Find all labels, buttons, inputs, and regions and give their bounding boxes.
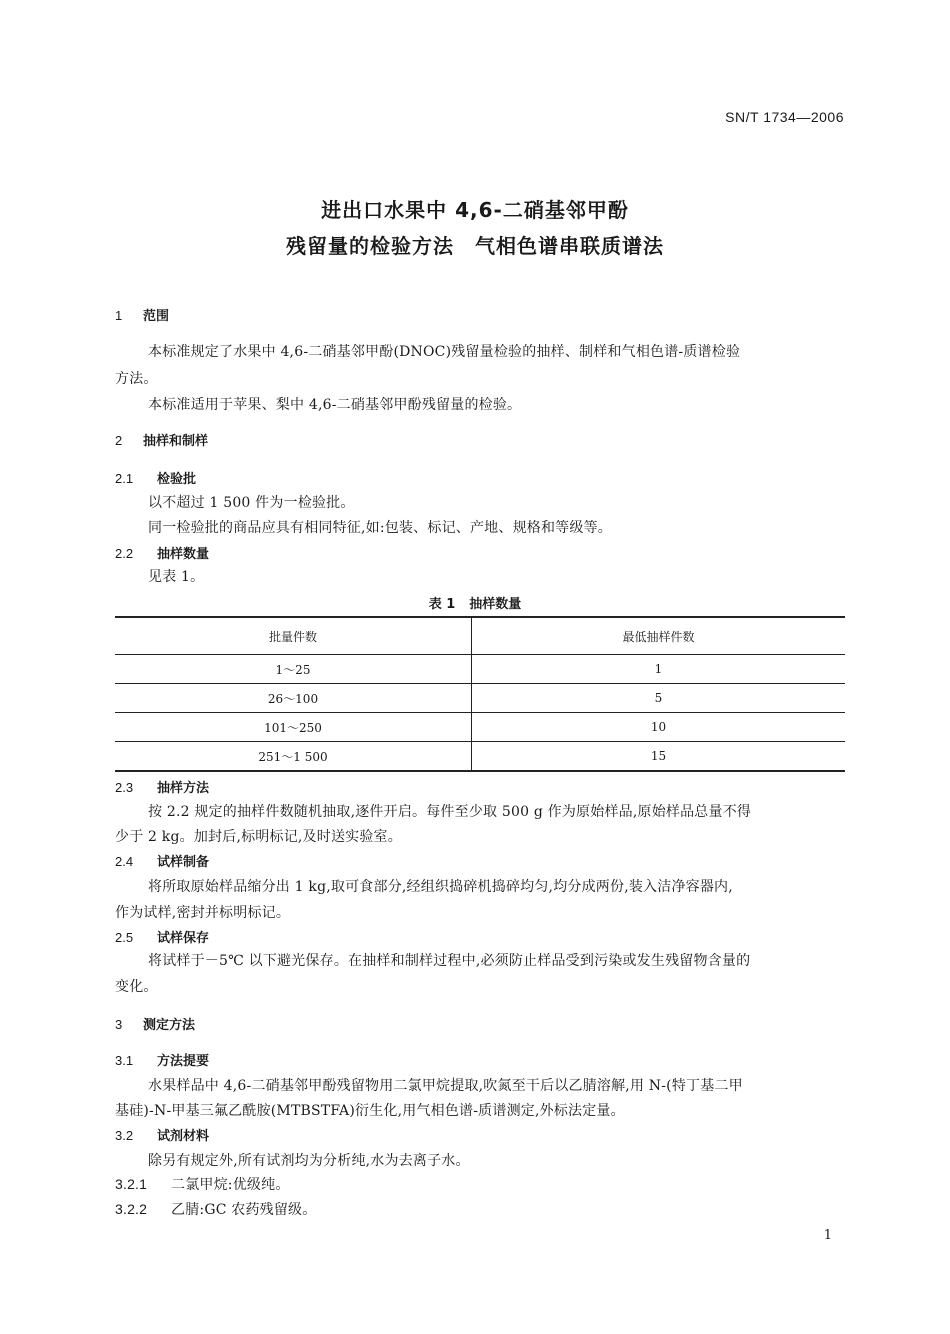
standard-code: SN/T 1734—2006	[725, 109, 844, 125]
table-header-cell: 批量件数	[115, 617, 472, 655]
paragraph: 水果样品中 4,6-二硝基邻甲酚残留物用二氯甲烷提取,吹氮至干后以乙腈溶解,用 N-(特丁基二甲	[148, 1078, 743, 1094]
table-cell: 251～1 500	[115, 742, 472, 772]
table-cell: 1	[472, 655, 846, 684]
section-3-heading	[115, 1014, 195, 1033]
section-title: 方法提要	[157, 1054, 210, 1069]
section-2-1-heading	[115, 468, 196, 487]
section-title: 抽样和制样	[143, 434, 209, 449]
paragraph: 方法。	[115, 371, 158, 387]
table-row	[115, 742, 845, 772]
section-number: 3.1	[115, 1053, 134, 1068]
section-2-heading	[115, 430, 208, 449]
table-row	[115, 713, 845, 742]
table-caption-title: 抽样数量	[469, 597, 522, 612]
paragraph: 同一检验批的商品应具有相同特征,如:包装、标记、产地、规格和等级等。	[148, 520, 612, 536]
section-2-4-heading	[115, 851, 209, 870]
clause-number: 3.2.1	[115, 1176, 148, 1192]
paragraph: 作为试样,密封并标明标记。	[115, 905, 291, 921]
paragraph: 按 2.2 规定的抽样件数随机抽取,逐件开启。每件至少取 500 g 作为原始样品,原始样品总量不得	[148, 804, 752, 820]
section-title: 检验批	[157, 472, 197, 487]
paragraph: 基硅)-N-甲基三氟乙酰胺(MTBSTFA)衍生化,用气相色谱-质谱测定,外标法定量。	[115, 1103, 625, 1119]
table-cell: 10	[472, 713, 846, 742]
section-number: 2.1	[115, 471, 134, 486]
section-number: 3.2	[115, 1128, 134, 1143]
clause-3-2-2	[115, 1199, 316, 1219]
section-number: 2.4	[115, 854, 134, 869]
section-3-1-heading	[115, 1050, 209, 1069]
clause-3-2-1	[115, 1174, 290, 1194]
paragraph: 变化。	[115, 979, 158, 995]
section-title: 试样制备	[157, 855, 210, 870]
paragraph: 少于 2 kg。加封后,标明标记,及时送实验室。	[115, 829, 402, 845]
section-title: 试样保存	[157, 931, 210, 946]
document-title-line2: 残留量的检验方法 气相色谱串联质谱法	[286, 234, 664, 258]
section-title: 测定方法	[143, 1018, 196, 1033]
page-number: 1	[823, 1228, 832, 1243]
section-title: 抽样数量	[157, 547, 210, 562]
document-title-line1: 进出口水果中 4,6-二硝基邻甲酚	[321, 198, 629, 222]
section-number: 1	[115, 308, 123, 323]
section-number: 2.2	[115, 546, 134, 561]
paragraph: 见表 1。	[148, 569, 205, 585]
section-title: 抽样方法	[157, 781, 210, 796]
section-1-heading	[115, 305, 169, 324]
section-title: 范围	[143, 309, 170, 324]
section-2-5-heading	[115, 927, 209, 946]
table-cell: 101～250	[115, 713, 472, 742]
table-header-row	[115, 617, 845, 655]
table-cell: 26～100	[115, 684, 472, 713]
sampling-quantity-table	[115, 616, 845, 772]
clause-text: 乙腈:GC 农药残留级。	[171, 1202, 317, 1218]
section-number: 2	[115, 433, 123, 448]
section-number: 2.5	[115, 930, 134, 945]
table-row	[115, 684, 845, 713]
paragraph: 以不超过 1 500 件为一检验批。	[148, 495, 355, 511]
paragraph: 本标准规定了水果中 4,6-二硝基邻甲酚(DNOC)残留量检验的抽样、制样和气相色谱-质谱检验	[148, 344, 741, 360]
table-caption	[0, 593, 950, 612]
paragraph: 将试样于－5℃ 以下避光保存。在抽样和制样过程中,必须防止样品受到污染或发生残留物含量的	[148, 953, 751, 969]
paragraph: 将所取原始样品缩分出 1 kg,取可食部分,经组织捣碎机捣碎均匀,均分成两份,装入洁净容器内,	[148, 879, 733, 895]
table-cell: 1～25	[115, 655, 472, 684]
clause-text: 二氯甲烷:优级纯。	[171, 1177, 290, 1193]
table-cell: 15	[472, 742, 846, 772]
table-header-cell: 最低抽样件数	[472, 617, 846, 655]
section-number: 2.3	[115, 780, 134, 795]
table-row	[115, 655, 845, 684]
clause-number: 3.2.2	[115, 1201, 148, 1217]
paragraph: 除另有规定外,所有试剂均为分析纯,水为去离子水。	[148, 1153, 470, 1169]
table-cell: 5	[472, 684, 846, 713]
section-2-3-heading	[115, 777, 209, 796]
paragraph: 本标准适用于苹果、梨中 4,6-二硝基邻甲酚残留量的检验。	[148, 397, 522, 413]
section-2-2-heading	[115, 543, 209, 562]
section-title: 试剂材料	[157, 1129, 210, 1144]
section-number: 3	[115, 1017, 123, 1032]
table-caption-number: 表 1	[428, 597, 456, 612]
section-3-2-heading	[115, 1125, 209, 1144]
